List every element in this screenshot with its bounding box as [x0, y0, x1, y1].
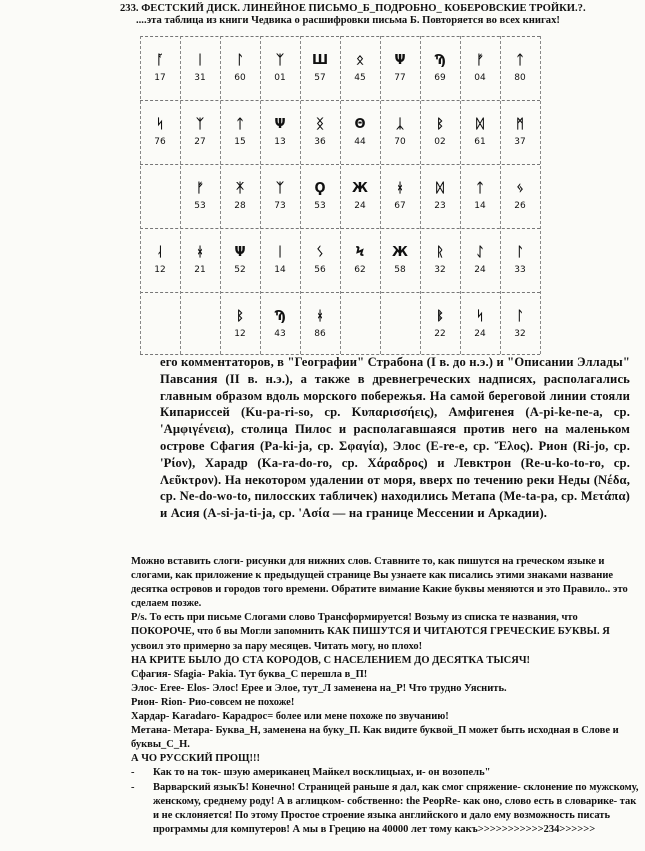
- sign-cell: [228, 292, 252, 356]
- sign-number: 44: [354, 136, 366, 147]
- syllabic-sign: Ж: [392, 244, 408, 260]
- sign-number: 15: [234, 136, 246, 147]
- syllabic-sign: ᛚ: [516, 308, 524, 324]
- sign-cell: [148, 100, 172, 164]
- syllabic-sign: Ψ: [274, 116, 286, 132]
- sign-cell: [148, 228, 172, 292]
- syllabic-sign: Ϡ: [274, 308, 286, 324]
- sign-cell: [308, 292, 332, 356]
- notes-line-sfagia: Сфагия- Sfagia- Pakia. Тут буква_С перешла в_П!: [131, 668, 368, 680]
- sign-number: 52: [234, 264, 246, 275]
- sign-cell: [148, 36, 172, 100]
- sign-number: 32: [434, 264, 446, 275]
- sign-cell: [508, 100, 532, 164]
- sign-cell: [348, 164, 372, 228]
- sign-cell: [268, 36, 292, 100]
- sign-cell: [308, 228, 332, 292]
- notes-bullet: - Как то на ток- шэую американец Майкел восклицыах, и- он возопель": [131, 766, 641, 780]
- sign-cell: [268, 100, 292, 164]
- syllabic-sign: ᛏ: [516, 52, 524, 68]
- syllabic-sign: ᛏ: [476, 180, 484, 196]
- sign-cell: [428, 292, 452, 356]
- sign-number: 13: [274, 136, 286, 147]
- sign-number: 58: [394, 264, 406, 275]
- sign-number: 23: [434, 200, 446, 211]
- syllabic-sign: ᛞ: [436, 180, 444, 196]
- sign-cell: [188, 228, 212, 292]
- sign-number: 04: [474, 72, 486, 83]
- sign-number: 36: [314, 136, 326, 147]
- syllabic-sign: ᛁ: [276, 244, 284, 260]
- sign-cell: [308, 164, 332, 228]
- sign-number: 73: [274, 200, 286, 211]
- sign-number: 80: [514, 72, 526, 83]
- sign-number: 57: [314, 72, 326, 83]
- sign-number: 61: [474, 136, 486, 147]
- sign-cell: [188, 164, 212, 228]
- sign-cell: [428, 100, 452, 164]
- sign-number: 62: [354, 264, 366, 275]
- syllabic-sign: ᛏ: [236, 116, 244, 132]
- sign-cell: [508, 228, 532, 292]
- syllabic-sign: ᛊ: [316, 244, 324, 260]
- sign-cell: [268, 292, 292, 356]
- notes-line-metapa: Метана- Метара- Буква_Н, заменена на буку_П. Как видите буквой_П может быть исходная в Слове и буквы_С_Н.: [131, 725, 619, 751]
- syllabic-sign: ᛚ: [236, 52, 244, 68]
- sign-number: 53: [194, 200, 206, 211]
- sign-cell: [188, 100, 212, 164]
- sign-cell: [228, 164, 252, 228]
- sign-cell: [228, 36, 252, 100]
- header-line-2: ....эта таблица из книги Чедвика о расшифровки письма Б. Повторяется во всех книгах!: [136, 15, 560, 26]
- notes-bullet-text: Варварский языкЪ! Конечно! Страницей раньше я дал, как смог спряжение- склонение по мужскому, женскому, среднему роду! А в аглицком- собственно: the PeopRe- как оно, слово есть в словарике- так и не склоняется! По этому Простое строение языка английского и дало ему возможность писать программы для компутеров! А мы в Грецию на 40000 лет тому какъ>>>>>>>>>>>234>>>>>>: [153, 781, 639, 835]
- sign-number: 69: [434, 72, 446, 83]
- sign-cell: [508, 164, 532, 228]
- syllabic-sign: Ϟ: [355, 244, 365, 260]
- sign-number: 14: [474, 200, 486, 211]
- header-line-1: 233. ФЕСТСКИЙ ДИСК. ЛИНЕЙНОЕ ПИСЬМО_Б_ПОДРОБНО_ КОБЕРОВСКИЕ ТРОЙКИ.?.: [120, 3, 586, 14]
- syllabic-sign: ᚼ: [316, 308, 324, 324]
- syllabic-sign: ᚼ: [396, 180, 404, 196]
- handwritten-notes: [131, 555, 641, 837]
- sign-cell: [188, 292, 212, 356]
- sign-number: 24: [474, 264, 486, 275]
- sign-number: 24: [354, 200, 366, 211]
- sign-cell: [188, 36, 212, 100]
- syllabic-sign: ᛒ: [436, 116, 444, 132]
- sign-cell: [268, 228, 292, 292]
- sign-cell: [228, 228, 252, 292]
- syllabic-sign: ᚠ: [196, 180, 204, 196]
- sign-cell: [468, 164, 492, 228]
- sign-cell: [428, 36, 452, 100]
- sign-number: 21: [194, 264, 206, 275]
- sign-number: 32: [514, 328, 526, 339]
- syllabic-sign: ᛝ: [316, 116, 324, 132]
- sign-cell: [388, 164, 412, 228]
- syllabic-sign: ᛉ: [276, 180, 284, 196]
- sign-cell: [348, 36, 372, 100]
- sign-number: 01: [274, 72, 286, 83]
- sign-cell: [388, 292, 412, 356]
- sign-cell: [348, 100, 372, 164]
- sign-number: 60: [234, 72, 246, 83]
- sign-cell: [228, 100, 252, 164]
- sign-cell: [388, 228, 412, 292]
- notes-russian: А ЧО РУССКИЙ ПРОЩ!!!: [131, 753, 261, 765]
- sign-cell: [468, 36, 492, 100]
- syllabic-sign: ᛔ: [436, 308, 444, 324]
- sign-number: 67: [394, 200, 406, 211]
- syllabic-sign: ᚪ: [156, 52, 164, 68]
- sign-cell: [348, 292, 372, 356]
- sign-number: 53: [314, 200, 326, 211]
- sign-cell: [348, 228, 372, 292]
- sign-number: 22: [434, 328, 446, 339]
- syllabic-sign: ᛚ: [516, 244, 524, 260]
- sign-number: 02: [434, 136, 446, 147]
- sign-number: 17: [154, 72, 166, 83]
- sign-cell: [468, 228, 492, 292]
- sign-number: 77: [394, 72, 406, 83]
- sign-number: 45: [354, 72, 366, 83]
- syllabic-sign: ᛒ: [236, 308, 244, 324]
- sign-cell: [468, 292, 492, 356]
- sign-cell: [308, 36, 332, 100]
- sign-cell: [148, 164, 172, 228]
- sign-number: 27: [194, 136, 206, 147]
- syllabic-sign: Ψ: [394, 52, 406, 68]
- notes-line-rion: Рион- Rion- Рио-совсем не похоже!: [131, 696, 295, 708]
- syllabic-sign: ᛃ: [516, 180, 524, 196]
- syllabic-sign: ᛡ: [236, 180, 244, 196]
- sign-number: 76: [154, 136, 166, 147]
- sign-number: 31: [194, 72, 206, 83]
- syllabic-sign: ᛣ: [396, 116, 404, 132]
- notes-intro: Можно вставить слоги- рисунки для нижних слов. Ставните то, как пишутся на греческом языке и слогами, как приложение к предыдущей странице Вы узнаете как писались этими знаками название десятка островов и городов того времени. Обратите вимание Какие буквы меняются и это Правило.. это сделаем позже.: [131, 556, 628, 610]
- sign-cell: [388, 100, 412, 164]
- sign-cell: [388, 36, 412, 100]
- syllabic-sign: ᛁ: [196, 52, 204, 68]
- sign-number: 24: [474, 328, 486, 339]
- notes-bullet: - Варварский языкЪ! Конечно! Страницей раньше я дал, как смог спряжение- склонение по мужскому, женскому, среднему роду! А в аглицком- собственно: the PeopRe- как оно, слово есть в словарике- так и не склоняется! По этому Простое строение языка английского и дало ему возможность писать программы для компутеров! А мы в Грецию на 40000 лет тому какъ>>>>>>>>>>>234>>>>>>: [131, 781, 641, 837]
- sign-cell: [268, 164, 292, 228]
- syllabic-sign: ᛟ: [356, 52, 364, 68]
- sign-cell: [428, 164, 452, 228]
- sign-number: 43: [274, 328, 286, 339]
- syllabic-sign: ᚼ: [196, 244, 204, 260]
- sign-number: 33: [514, 264, 526, 275]
- sign-number: 56: [314, 264, 326, 275]
- syllabic-sign: ᛉ: [196, 116, 204, 132]
- sign-number: 26: [514, 200, 526, 211]
- sign-number: 12: [234, 328, 246, 339]
- sign-cell: [508, 292, 532, 356]
- syllabic-sign: Ϡ: [434, 52, 446, 68]
- syllabic-sign: Ш: [311, 52, 329, 68]
- syllabic-sign: ᛋ: [476, 308, 484, 324]
- sign-cell: [508, 36, 532, 100]
- syllabic-sign: ᚱ: [436, 244, 444, 260]
- sign-number: 14: [274, 264, 286, 275]
- book-excerpt: [160, 354, 630, 522]
- sign-number: 37: [514, 136, 526, 147]
- sign-number: 28: [234, 200, 246, 211]
- sign-number: 12: [154, 264, 166, 275]
- notes-line-haradr: Хардар- Karadaro- Карадрос= более или мене похоже по звучанию!: [131, 711, 449, 723]
- syllabic-sign: Ϙ: [314, 180, 326, 196]
- sign-cell: [308, 100, 332, 164]
- notes-bullet-text: Как то на ток- шэую американец Майкел восклицыах, и- он возопель": [153, 767, 491, 779]
- sign-cell: [468, 100, 492, 164]
- notes-crete: НА КРИТЕ БЫЛО ДО СТА КОРОДОВ, С НАСЕЛЕНИЕМ ДО ДЕСЯТКА ТЫСЯЧ!: [131, 654, 531, 666]
- syllabic-sign: ᚠ: [476, 52, 484, 68]
- syllabic-sign: Ж: [352, 180, 368, 196]
- syllabic-sign: Θ: [354, 116, 366, 132]
- syllabic-sign: ᛞ: [476, 116, 484, 132]
- sign-cell: [148, 292, 172, 356]
- syllabic-sign: ᛋ: [156, 116, 164, 132]
- sign-number: 86: [314, 328, 326, 339]
- syllabic-sign: ᛉ: [276, 52, 284, 68]
- sign-number: 70: [394, 136, 406, 147]
- syllabic-sign: ᛆ: [156, 244, 164, 260]
- notes-line-elos: Элос- Eree- Elos- Элос! Ерее и Элое, тут_Л заменена на_Р! Что трудно Уяснить.: [131, 682, 507, 694]
- notes-ps: P/s. То есть при письме Слогами слово Трансформируется! Возьму из списка те названия, что ПОКОРОЧЕ, что б вы Могли запомнить КАК ПИШУТСЯ И ЧИТАЮТСЯ ГРЕЧЕСКИЕ БУКВЫ. Я усвоил это примерно за пару месяцев. Читать могу, но плохо!: [131, 612, 610, 652]
- syllabic-sign: Ψ: [234, 244, 246, 260]
- sign-cell: [428, 228, 452, 292]
- syllabic-sign: ᛗ: [516, 116, 524, 132]
- book-paragraph: его комментаторов, в "Географии" Страбона (I в. до н.э.) и "Описании Эллады" Павсания (II в. н.э.), а также в древнегреческих надписях, располагались главным образом вдоль морского побережья. На самой береговой линии стояли Кипариссей (Ku-pa-ri-so, ср. Κυπαρισσήεις), Амфигенея (A-pi-ke-ne-a, ср. 'Αμφιγένεια), столица Пилос и располагавшаяся против него на маленьком острове Сфагия (Pa-ki-ja, ср. Σφαγία), Элос (E-re-e, ср. Ἕλος). Рион (Ri-jo, ср. 'Ρίον), Харадр (Ka-ra-do-ro, ср. Χάραδρος) и Левктрон (Re-u-ko-to-ro, ср. Λεῦκτρον). На некотором удалении от моря, вверх по течению реки Неды (Νέδα, ср. Ne-do-wo-to, пилосских табличек) находились Метапа (Me-ta-pa, ср. Μετάπα) и Асия (A-si-ja-ti-ja, ср. 'Ασία — на границе Мессении и Аркадии).: [160, 355, 630, 521]
- syllabic-sign: ᛇ: [476, 244, 484, 260]
